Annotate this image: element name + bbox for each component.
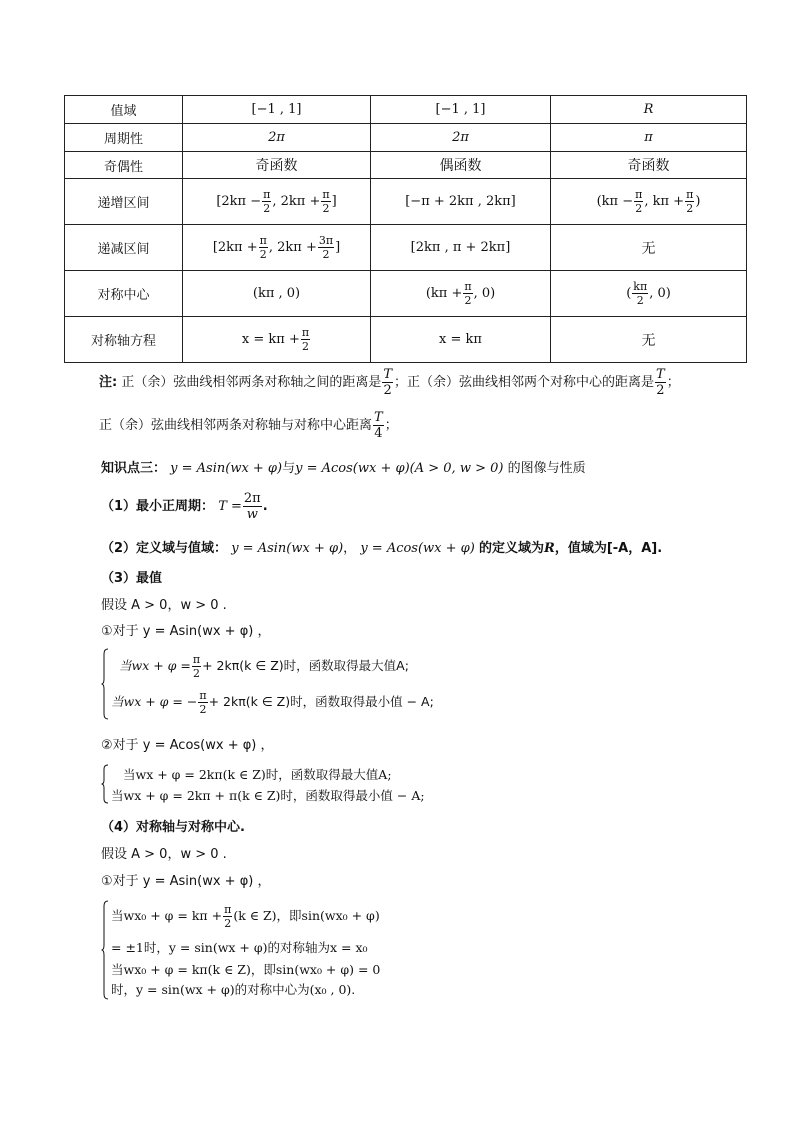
fraction [318, 235, 334, 260]
tan-range: R [551, 96, 747, 124]
text: ， [343, 541, 357, 556]
row-label-increasing: 递增区间 [65, 179, 183, 225]
denominator: w [246, 507, 258, 522]
numerator: 2π [243, 491, 261, 506]
text: ，值域为[-A，A]. [554, 541, 663, 556]
table-row [65, 271, 747, 317]
section-label: （1）最小正周期： [101, 499, 215, 514]
numerator: π [263, 188, 271, 201]
note-prefix: 注: [99, 375, 118, 390]
note-text: 正（余）弦曲线相邻两条对称轴与对称中心距离 [99, 418, 373, 433]
tan-axis: 无 [551, 317, 747, 363]
denominator: 2 [636, 294, 644, 307]
table-row [65, 317, 747, 363]
case-1-heading [101, 620, 271, 639]
note-line-2 [99, 411, 398, 440]
cos-decreasing: [2kπ , π + 2kπ] [371, 225, 551, 271]
formula-part: ] [335, 240, 341, 255]
section-1 [101, 492, 268, 521]
row-label-parity: 奇偶性 [65, 152, 183, 179]
denominator: 2 [263, 202, 271, 215]
piecewise-row: 当wx + φ = 2kπ(k ∈ Z)时，函数取得最大值A; [123, 767, 392, 782]
kp3-title: 知识点三： [101, 461, 167, 476]
denominator: 2 [199, 703, 207, 716]
case-3-heading [101, 870, 271, 889]
formula-part: , 0) [473, 286, 496, 301]
fraction [301, 327, 310, 352]
kp3-heading [101, 457, 586, 476]
formula-part: (kπ + [425, 286, 463, 301]
numerator: π [635, 188, 643, 201]
assumption-line [101, 843, 227, 862]
piecewise-block [101, 648, 461, 720]
formula-part: [2kπ + [212, 240, 258, 255]
formula-part: , kπ + [644, 194, 685, 209]
trig-properties-table [64, 95, 747, 363]
denominator: 2 [686, 202, 694, 215]
sin-increasing [183, 179, 371, 225]
formula-part: ) [695, 194, 701, 209]
fraction [321, 189, 330, 214]
fraction [382, 368, 393, 397]
numerator: π [224, 903, 232, 916]
formula-part: , 2kπ + [272, 194, 321, 209]
fraction [463, 281, 472, 306]
numerator: π [301, 326, 310, 339]
tan-center [551, 271, 747, 317]
formula: + 2kπ(k ∈ Z)时，函数取得最小值 − A; [208, 694, 434, 709]
numerator: π [199, 689, 207, 702]
formula: y = Acos(wx + φ)(A > 0, w > 0) [295, 461, 504, 476]
fraction [632, 281, 648, 306]
formula-part: ( [626, 286, 632, 301]
numerator: kπ [633, 280, 648, 293]
sin-axis [183, 317, 371, 363]
brace-icon [101, 648, 109, 720]
fraction [192, 654, 201, 679]
cos-increasing: [−π + 2kπ , 2kπ] [371, 179, 551, 225]
formula: 当wx + φ = [119, 658, 191, 673]
numerator: 3π [318, 234, 334, 247]
formula: + 2kπ(k ∈ Z)时，函数取得最大值A; [202, 658, 409, 673]
fraction [373, 411, 384, 440]
note-text: ； [666, 375, 680, 390]
fraction [223, 904, 232, 929]
formula: y = Asin(wx + φ) [170, 461, 283, 476]
row-label-range: 值域 [65, 96, 183, 124]
note-line-1 [99, 368, 680, 397]
row-label-period: 周期性 [65, 124, 183, 152]
section-label: （3）最值 [101, 571, 163, 586]
sin-parity: 奇函数 [183, 152, 371, 179]
denominator: 2 [259, 248, 267, 261]
piecewise-row [111, 904, 380, 929]
formula-part: , 2kπ + [268, 240, 317, 255]
fraction [634, 189, 643, 214]
cos-center [371, 271, 551, 317]
section-4 [101, 816, 245, 835]
sin-period: 2π [183, 124, 371, 152]
cos-parity: 偶函数 [371, 152, 551, 179]
formula: y = Acos(wx + φ) [360, 541, 475, 556]
denominator: 2 [322, 248, 330, 261]
text: ①对于 y = Asin(wx + φ) ， [101, 624, 271, 639]
table-row [65, 179, 747, 225]
piecewise-row: = ±1时，y = sin(wx + φ)的对称轴为x = x₀ [111, 940, 368, 955]
fraction [259, 235, 268, 260]
cos-period: 2π [371, 124, 551, 152]
section-label: （2）定义域与值域： [101, 541, 228, 556]
denominator: 2 [224, 917, 232, 930]
tan-decreasing: 无 [551, 225, 747, 271]
cos-range: [−1 , 1] [371, 96, 551, 124]
formula: (k ∈ Z)，即sin(wx₀ + φ) [233, 908, 380, 923]
cos-axis: x = kπ [371, 317, 551, 363]
numerator: π [686, 188, 694, 201]
piecewise-row [119, 654, 409, 679]
denominator: 2 [301, 340, 309, 353]
text: ②对于 y = Acos(wx + φ) ， [101, 738, 274, 753]
piecewise-block [101, 764, 461, 804]
table-row [65, 225, 747, 271]
sin-center: (kπ , 0) [183, 271, 371, 317]
fraction [198, 690, 207, 715]
tan-parity: 奇函数 [551, 152, 747, 179]
text: . [262, 499, 268, 514]
numerator: T [656, 367, 665, 382]
note-text: ；正（余）弦曲线相邻两个对称中心的距离是 [394, 375, 655, 390]
denominator: 2 [635, 202, 643, 215]
piecewise-row: 当wx₀ + φ = kπ(k ∈ Z)，即sin(wx₀ + φ) = 0 [111, 962, 381, 977]
fraction [262, 189, 271, 214]
brace-icon [101, 764, 109, 804]
numerator: π [259, 234, 267, 247]
numerator: π [464, 280, 472, 293]
tan-increasing [551, 179, 747, 225]
row-label-center: 对称中心 [65, 271, 183, 317]
note-text: 正（余）弦曲线相邻两条对称轴之间的距离是 [121, 375, 382, 390]
formula-part: x = kπ + [241, 332, 300, 347]
tan-period: π [551, 124, 747, 152]
formula: T = [218, 499, 242, 514]
denominator: 2 [464, 294, 472, 307]
formula-part: ] [331, 194, 337, 209]
denominator: 2 [656, 383, 665, 398]
formula-part: , 0) [649, 286, 671, 301]
piecewise-row: 时，y = sin(wx + φ)的对称中心为(x₀ , 0). [111, 982, 356, 997]
sin-range: [−1 , 1] [183, 96, 371, 124]
section-label: （4）对称轴与对称中心. [101, 820, 245, 835]
fraction [655, 368, 666, 397]
section-3 [101, 567, 162, 586]
text: R [544, 541, 555, 556]
table-row [65, 96, 747, 124]
formula: y = Asin(wx + φ) [231, 541, 344, 556]
table-row [65, 124, 747, 152]
text: ①对于 y = Asin(wx + φ) ， [101, 874, 271, 889]
numerator: π [192, 653, 201, 666]
brace-icon [101, 900, 109, 1000]
row-label-axis: 对称轴方程 [65, 317, 183, 363]
table-row [65, 152, 747, 179]
text: 假设 A > 0，w > 0 . [101, 847, 227, 862]
formula-part: (kπ − [596, 194, 634, 209]
piecewise-row: 当wx + φ = 2kπ + π(k ∈ Z)时，函数取得最小值 − A; [111, 788, 425, 803]
piecewise-row [111, 690, 434, 715]
denominator: 4 [374, 426, 383, 441]
sin-decreasing [183, 225, 371, 271]
denominator: 2 [383, 383, 392, 398]
text: 与 [282, 461, 296, 476]
case-2-heading [101, 734, 274, 753]
piecewise-block [101, 900, 461, 1000]
row-label-decreasing: 递减区间 [65, 225, 183, 271]
text: 假设 A > 0，w > 0 . [101, 598, 227, 613]
formula: 当wx₀ + φ = kπ + [111, 908, 223, 923]
fraction [243, 492, 262, 521]
text: 的图像与性质 [507, 461, 586, 476]
numerator: T [383, 367, 393, 382]
note-text: ； [384, 418, 398, 433]
assumption-line [101, 594, 227, 613]
numerator: T [374, 410, 383, 425]
denominator: 2 [322, 202, 330, 215]
fraction [685, 189, 694, 214]
section-2 [101, 537, 662, 556]
numerator: π [322, 188, 330, 201]
text: 的定义域为 [478, 541, 544, 556]
formula-part: [2kπ − [216, 194, 262, 209]
denominator: 2 [192, 667, 200, 680]
formula: 当wx + φ = − [111, 694, 198, 709]
